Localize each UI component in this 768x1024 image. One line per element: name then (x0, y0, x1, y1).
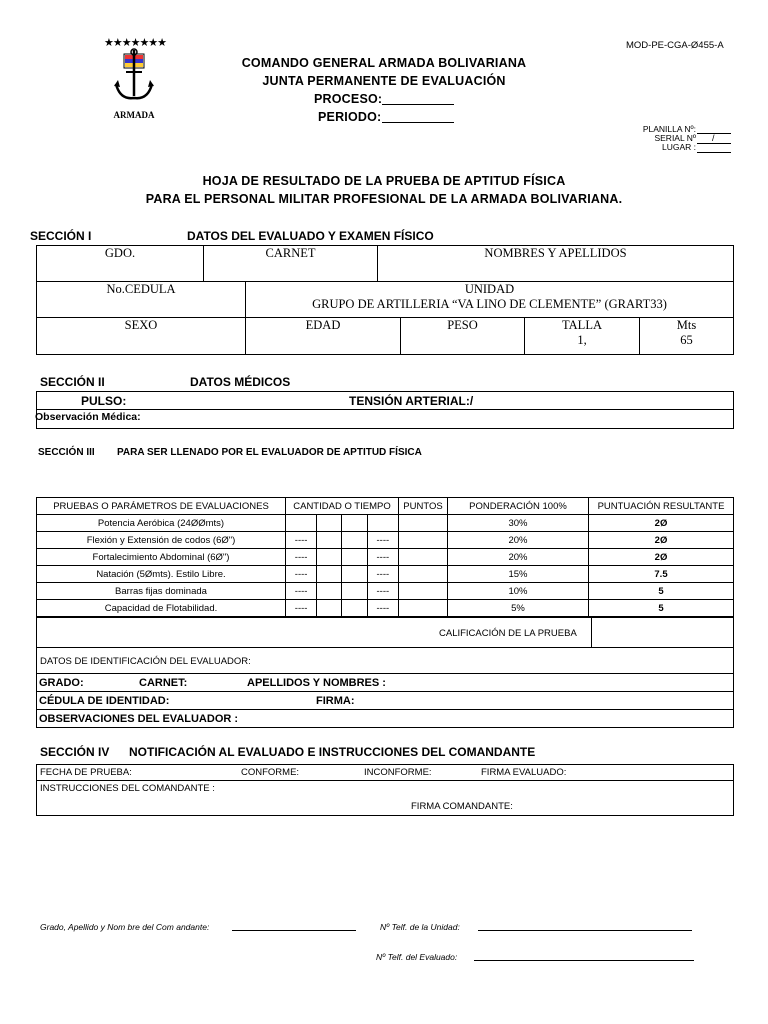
proceso-line[interactable] (382, 104, 454, 105)
puntos-cell[interactable] (399, 515, 448, 532)
serial-value: / (712, 133, 715, 143)
table-row (37, 566, 734, 583)
mts-cell[interactable] (640, 318, 734, 355)
inconforme-label: INCONFORME: (364, 767, 432, 778)
telf-evaluado-label: Nº Telf. del Evaluado: (376, 952, 458, 962)
cantidad-cell[interactable]: ---- (286, 549, 317, 566)
observaciones-row[interactable] (36, 709, 734, 728)
cantidad-cell[interactable] (342, 549, 367, 566)
table-row (37, 515, 734, 532)
planilla-block (628, 125, 696, 152)
cantidad-cell[interactable]: ---- (286, 566, 317, 583)
resultante-cell: 5 (589, 600, 734, 617)
section2-heading: DATOS MÉDICOS (190, 375, 291, 389)
title-line2: PARA EL PERSONAL MILITAR PROFESIONAL DE LA ARMADA BOLIVARIANA. (145, 192, 623, 206)
section4-label: SECCIÓN IV (40, 745, 110, 759)
carnet-label: CARNET (265, 246, 316, 260)
resultante-cell: 2Ø (589, 549, 734, 566)
observaciones-label: OBSERVACIONES DEL EVALUADOR : (39, 713, 239, 725)
grado-row[interactable] (36, 673, 734, 692)
col-resultante: PUNTUACIÓN RESULTANTE (589, 498, 734, 515)
header-line1: COMANDO GENERAL ARMADA BOLIVARIANA (241, 56, 527, 70)
telf-unidad-line[interactable] (478, 930, 692, 931)
mts-value: 65 (680, 333, 693, 347)
cantidad-cell[interactable]: ---- (367, 532, 398, 549)
datos-evaluador-label: DATOS DE IDENTIFICACIÓN DEL EVALUADOR: (40, 656, 251, 667)
unidad-label: UNIDAD (464, 282, 515, 296)
cedula-label: No.CEDULA (106, 282, 176, 296)
col-puntos: PUNTOS (399, 498, 448, 515)
cantidad-cell[interactable] (286, 515, 317, 532)
cantidad-cell[interactable] (317, 549, 342, 566)
prueba-name: Fortalecimiento Abdominal (6Ø") (37, 549, 286, 566)
armada-logo (104, 36, 167, 122)
firma-evaluado-label: FIRMA EVALUADO: (481, 767, 567, 778)
nombres-cell[interactable] (378, 246, 734, 282)
ponderacion-cell: 10% (448, 583, 589, 600)
edad-cell[interactable] (246, 318, 401, 355)
periodo-line[interactable] (382, 122, 454, 123)
cantidad-cell[interactable] (342, 532, 367, 549)
table-row (37, 549, 734, 566)
table-row (37, 532, 734, 549)
mts-label: Mts (676, 318, 697, 332)
grado-comandante-label: Grado, Apellido y Nom bre del Com andante: (40, 922, 210, 932)
puntos-cell[interactable] (399, 600, 448, 617)
evaluation-table (36, 497, 734, 617)
col-pruebas: PRUEBAS O PARÁMETROS DE EVALUACIONES (37, 498, 286, 515)
serial-line[interactable] (697, 143, 731, 144)
section1-heading: DATOS DEL EVALUADO Y EXAMEN FÍSICO (187, 229, 434, 243)
conforme-label: CONFORME: (241, 767, 300, 778)
firma-comandante-label: FIRMA COMANDANTE: (411, 801, 513, 812)
edad-label: EDAD (305, 318, 341, 332)
cantidad-cell[interactable] (317, 600, 342, 617)
gdo-cell[interactable] (37, 246, 204, 282)
planilla-label: PLANILLA Nº: (642, 124, 696, 134)
table-row (37, 600, 734, 617)
peso-label: PESO (447, 318, 478, 332)
talla-cell[interactable] (525, 318, 640, 355)
proceso-label: PROCESO: (314, 92, 383, 106)
section4-heading: NOTIFICACIÓN AL EVALUADO E INSTRUCCIONES DEL COMANDANTE (129, 745, 536, 759)
ponderacion-cell: 20% (448, 532, 589, 549)
calificacion-row (36, 617, 734, 648)
resultante-cell: 2Ø (589, 532, 734, 549)
instrucciones-row[interactable] (36, 780, 734, 816)
calificacion-divider (591, 617, 592, 648)
datos-evaluador-row (36, 647, 734, 674)
gdo-label: GDO. (104, 246, 136, 260)
cedula-evaluador-label: CÉDULA DE IDENTIDAD: (39, 695, 170, 707)
resultante-cell: 7.5 (589, 566, 734, 583)
ponderacion-cell: 20% (448, 549, 589, 566)
puntos-cell[interactable] (399, 583, 448, 600)
cantidad-cell[interactable] (317, 583, 342, 600)
evaluation-header-row (37, 498, 734, 515)
cantidad-cell[interactable] (342, 583, 367, 600)
resultante-cell: 2Ø (589, 515, 734, 532)
logo-caption: ARMADA (113, 110, 155, 120)
cantidad-cell[interactable]: ---- (286, 532, 317, 549)
sexo-label: SEXO (124, 318, 158, 332)
cantidad-cell[interactable]: ---- (367, 549, 398, 566)
section1-row2 (36, 281, 734, 318)
puntos-cell[interactable] (399, 532, 448, 549)
col-ponderacion: PONDERACIÓN 100% (448, 498, 589, 515)
cantidad-cell[interactable]: ---- (286, 583, 317, 600)
grado-label: GRADO: (39, 677, 84, 689)
section2-label: SECCIÓN II (40, 375, 105, 389)
document-code: MOD-PE-CGA-Ø455-A (626, 40, 724, 51)
section1-label: SECCIÓN I (30, 229, 92, 243)
periodo-label: PERIODO: (318, 110, 382, 124)
prueba-name: Potencia Aeróbica (24ØØmts) (37, 515, 286, 532)
carnet-cell[interactable] (204, 246, 378, 282)
cantidad-cell[interactable] (317, 515, 342, 532)
serial-label: SERIAL Nº (654, 133, 696, 143)
telf-evaluado-line[interactable] (474, 960, 694, 961)
unidad-cell[interactable] (246, 282, 734, 318)
apellidos-label: APELLIDOS Y NOMBRES : (247, 677, 386, 689)
section1-row1 (36, 245, 734, 282)
instrucciones-label: INSTRUCCIONES DEL COMANDANTE : (40, 783, 215, 794)
unidad-value: GRUPO DE ARTILLERIA “VA LINO DE CLEMENTE” (GRART33) (312, 297, 667, 311)
peso-cell[interactable] (401, 318, 525, 355)
telf-unidad-label: Nº Telf. de la Unidad: (380, 922, 460, 932)
cantidad-cell[interactable]: ---- (367, 600, 398, 617)
cantidad-cell[interactable] (342, 600, 367, 617)
prueba-name: Capacidad de Flotabilidad. (37, 600, 286, 617)
lugar-label: LUGAR : (661, 142, 696, 152)
observacion-medica-label: Observación Médica: (35, 411, 141, 423)
cantidad-cell[interactable] (342, 566, 367, 583)
pulso-row[interactable] (36, 391, 734, 410)
carnet-evaluador-label: CARNET: (139, 677, 188, 689)
resultante-cell: 5 (589, 583, 734, 600)
fecha-label: FECHA DE PRUEBA: (40, 767, 132, 778)
cantidad-cell[interactable]: ---- (367, 583, 398, 600)
section3-heading: PARA SER LLENADO POR EL EVALUADOR DE APTITUD FÍSICA (117, 447, 422, 458)
pulso-label: PULSO: (81, 394, 127, 408)
ponderacion-cell: 5% (448, 600, 589, 617)
grado-comandante-line[interactable] (232, 930, 356, 931)
prueba-name: Barras fijas dominada (37, 583, 286, 600)
table-row (37, 583, 734, 600)
calificacion-label: CALIFICACIÓN DE LA PRUEBA (439, 628, 577, 639)
header-line2: JUNTA PERMANENTE DE EVALUACIÓN (262, 74, 506, 88)
puntos-cell[interactable] (399, 549, 448, 566)
nombres-label: NOMBRES Y APELLIDOS (484, 246, 627, 260)
cantidad-cell[interactable] (317, 566, 342, 583)
cantidad-cell[interactable] (342, 515, 367, 532)
tension-label: TENSIÓN ARTERIAL:/ (349, 394, 474, 408)
prueba-name: Natación (5Ømts). Estilo Libre. (37, 566, 286, 583)
col-cantidad: CANTIDAD O TIEMPO (286, 498, 399, 515)
ponderacion-cell: 15% (448, 566, 589, 583)
cantidad-cell[interactable] (317, 532, 342, 549)
fecha-row[interactable] (36, 764, 734, 781)
sexo-cell[interactable] (37, 318, 246, 355)
title-line1: HOJA DE RESULTADO DE LA PRUEBA DE APTITUD FÍSICA (202, 174, 566, 188)
talla-label: TALLA (562, 318, 602, 332)
section3-label: SECCIÓN III (38, 447, 95, 458)
cedula-row[interactable] (36, 691, 734, 710)
puntos-cell[interactable] (399, 566, 448, 583)
cantidad-cell[interactable]: ---- (286, 600, 317, 617)
cantidad-cell[interactable] (367, 515, 398, 532)
anchor-icon (112, 48, 156, 104)
cantidad-cell[interactable]: ---- (367, 566, 398, 583)
cedula-cell[interactable] (37, 282, 246, 318)
prueba-name: Flexión y Extensión de codos (6Ø") (37, 532, 286, 549)
lugar-line[interactable] (697, 152, 731, 153)
firma-evaluador-label: FIRMA: (316, 695, 355, 707)
ponderacion-cell: 30% (448, 515, 589, 532)
talla-value: 1, (577, 333, 587, 347)
section1-row3 (36, 317, 734, 355)
observacion-medica-row[interactable] (36, 409, 734, 429)
stars-icon: ★★★★★★★ (104, 37, 167, 49)
